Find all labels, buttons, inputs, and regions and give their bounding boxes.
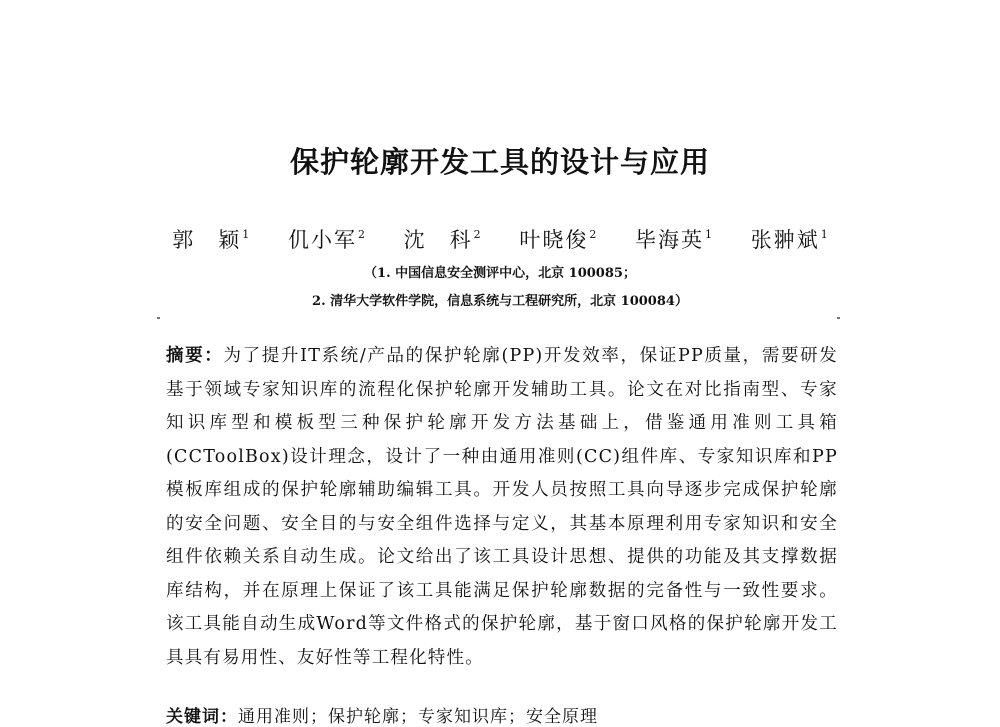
author xyxy=(172,224,249,254)
author-affiliation-mark: 2 xyxy=(473,228,481,241)
affiliation-line: （1. 中国信息安全测评中心，北京 100085； xyxy=(364,266,636,281)
author xyxy=(288,224,365,254)
scan-speck xyxy=(837,317,840,319)
author-affiliation-mark: 1 xyxy=(242,228,250,241)
scan-speck xyxy=(157,317,160,319)
keywords-label: 关键词： xyxy=(166,707,238,727)
author-affiliation-mark: 2 xyxy=(357,228,365,241)
author-name: 毕海英 xyxy=(635,228,705,252)
author xyxy=(404,224,481,254)
abstract-block xyxy=(166,340,838,675)
author-affiliation-mark: 2 xyxy=(589,228,597,241)
author-name: 郭 颖 xyxy=(172,228,242,252)
author-affiliation-mark: 1 xyxy=(705,228,713,241)
author-affiliation-mark: 1 xyxy=(820,228,828,241)
author xyxy=(635,224,712,254)
paper-title: 保护轮廓开发工具的设计与应用 xyxy=(289,145,710,179)
author-name: 仉小军 xyxy=(287,228,357,252)
keywords-line xyxy=(166,702,838,727)
affiliation-line: 2. 清华大学软件学院，信息系统与工程研究所，北京 100084） xyxy=(312,294,688,309)
author-list xyxy=(0,224,1000,254)
keywords-text: 通用准则；保护轮廓；专家知识库；安全原理 xyxy=(238,707,598,727)
abstract-label: 摘要： xyxy=(166,346,224,366)
author xyxy=(519,224,596,254)
author-name: 叶晓俊 xyxy=(519,228,589,252)
author-name: 张翀斌 xyxy=(750,228,820,252)
author xyxy=(751,224,828,254)
author-name: 沈 科 xyxy=(403,228,473,252)
abstract-text: 为了提升IT系统/产品的保护轮廓(PP)开发效率，保证PP质量，需要研发基于领域专家知识库的流程化保护轮廓开发辅助工具。论文在对比指南型、专家知识库型和模板型三种保护轮廓开发方法基础上，借鉴通用准则工具箱(CCToolBox)设计理念，设计了一种由通用准则(CC)组件库、专家知识库和PP模板库组成的保护轮廓辅助编辑工具。开发人员按照工具向导逐步完成保护轮廓的安全问题、安全目的与安全组件选择与定义，其基本原理利用专家知识和安全组件依赖关系自动生成。论文给出了该工具设计思想、提供的功能及其支撑数据库结构，并在原理上保证了该工具能满足保护轮廓数据的完备性与一致性要求。该工具能自动生成Word等文件格式的保护轮廓，基于窗口风格的保护轮廓开发工具具有易用性、友好性等工程化特性。 xyxy=(166,346,838,668)
